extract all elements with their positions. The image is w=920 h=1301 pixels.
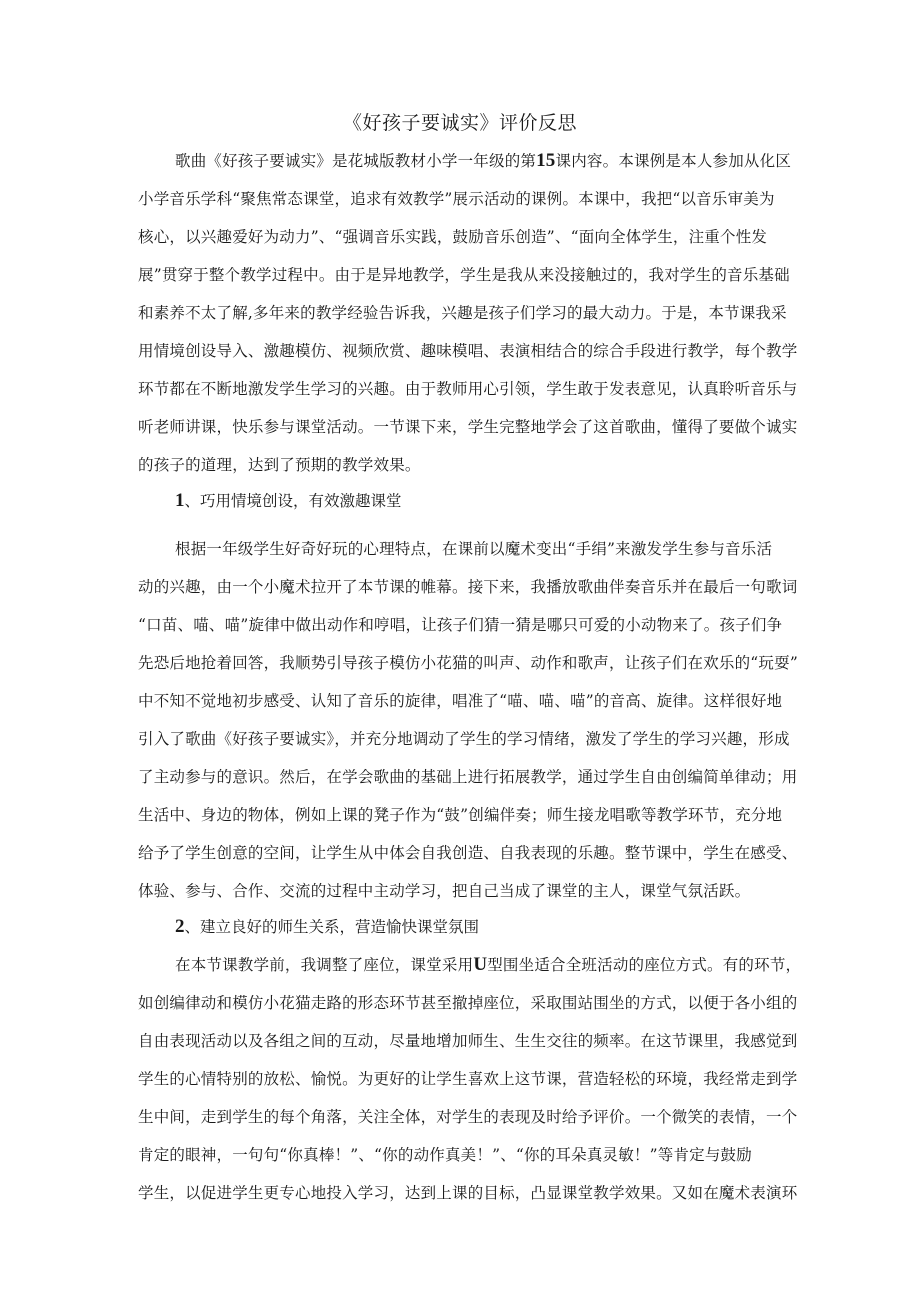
paragraph-line: 学生的心情特别的放松、愉悦。为更好的让学生喜欢上这节课，营造轻松的环境，我经常走到学 bbox=[138, 1070, 798, 1088]
section-number: 2 bbox=[175, 916, 185, 937]
intro-text-a: 歌曲《好孩子要诚实》是花城版教材小学一年级的第 bbox=[175, 152, 537, 170]
paragraph-line: “口苗、喵、喵”旋律中做出动作和哼唱，让孩子们猜一猜是哪只可爱的小动物来了。孩子们争 bbox=[138, 616, 783, 634]
paragraph-line: 引入了歌曲《好孩子要诚实》，并充分地调动了学生的学习情绪，激发了学生的学习兴趣，形成 bbox=[138, 730, 790, 748]
paragraph-line: 根据一年级学生好奇好玩的心理特点，在课前以魔术变出“手绢”来激发学生参与音乐活 bbox=[175, 540, 773, 558]
paragraph-line: 动的兴趣，由一个小魔术拉开了本节课的帷幕。接下来，我播放歌曲伴奏音乐并在最后一句歌词 bbox=[138, 578, 798, 596]
paragraph-line: 生中间，走到学生的每个角落，关注全体，对学生的表现及时给予评价。一个微笑的表情，一个 bbox=[138, 1108, 798, 1126]
section-heading-2 bbox=[175, 916, 479, 938]
paragraph-line: 先恐后地抢着回答，我顺势引导孩子模仿小花猫的叫声、动作和歌声，让孩子们在欢乐的“玩耍” bbox=[138, 654, 798, 672]
paragraph-line: 小学音乐学科“聚焦常态课堂，追求有效教学”展示活动的课例。本课中，我把“以音乐审美为 bbox=[138, 190, 775, 208]
paragraph-line: 学生，以促进学生更专心地投入学习，达到上课的目标，凸显课堂教学效果。又如在魔术表演环 bbox=[138, 1184, 798, 1202]
paragraph-line: 听老师讲课，快乐参与课堂活动。一节课下来，学生完整地学会了这首歌曲，懂得了要做个诚实 bbox=[138, 418, 798, 436]
paragraph-line: 给予了学生创意的空间，让学生从中体会自我创造、自我表现的乐趣。整节课中，学生在感受、 bbox=[138, 844, 798, 862]
paragraph-line bbox=[175, 954, 801, 976]
section2-text-b: 型围坐适合全班活动的座位方式。有的环节， bbox=[487, 956, 802, 974]
paragraph-line: 生活中、身边的物体，例如上课的凳子作为“鼓”创编伴奏；师生接龙唱歌等教学环节，充分地 bbox=[138, 806, 783, 824]
paragraph-line: 中不知不觉地初步感受、认知了音乐的旋律，唱准了“喵、喵、喵”的音高、旋律。这样很好地 bbox=[138, 692, 783, 710]
paragraph-line: 如创编律动和模仿小花猫走路的形态环节甚至撤掉座位，采取围站围坐的方式，以便于各小组的 bbox=[138, 994, 798, 1012]
paragraph-line: 的孩子的道理，达到了预期的教学效果。 bbox=[138, 456, 421, 474]
paragraph-line: 体验、参与、合作、交流的过程中主动学习，把自己当成了课堂的主人，课堂气氛活跃。 bbox=[138, 882, 751, 900]
lesson-number: 15 bbox=[536, 150, 556, 171]
document-title: 《好孩子要诚实》评价反思 bbox=[342, 112, 577, 134]
paragraph-line: 自由表现活动以及各组之间的互动，尽量地增加师生、生生交往的频率。在这节课里，我感觉到 bbox=[138, 1032, 798, 1050]
paragraph-line: 核心，以兴趣爱好为动力”、“强调音乐实践，鼓励音乐创造”、“面向全体学生，注重个性发 bbox=[138, 228, 768, 246]
section-heading-1 bbox=[175, 490, 402, 512]
section-heading-text: 、建立良好的师生关系，营造愉快课堂氛围 bbox=[184, 918, 480, 936]
intro-text-b: 课内容。本课例是本人参加从化区 bbox=[555, 152, 792, 170]
paragraph-line: 展”贯穿于整个教学过程中。由于是异地教学，学生是我从来没接触过的，我对学生的音乐基础 bbox=[138, 266, 790, 284]
paragraph-line: 肯定的眼神，一句句“你真棒！”、“你的动作真美！”、“你的耳朵真灵敏！”等肯定与鼓励 bbox=[138, 1146, 752, 1164]
section-number: 1 bbox=[175, 490, 185, 511]
u-letter: U bbox=[473, 954, 488, 975]
paragraph-line: 用情境创设导入、激趣模仿、视频欣赏、趣味模唱、表演相结合的综合手段进行教学，每个教学 bbox=[138, 342, 798, 360]
paragraph-line: 了主动参与的意识。然后，在学会歌曲的基础上进行拓展教学，通过学生自由创编简单律动；用 bbox=[138, 768, 798, 786]
section-heading-text: 、巧用情境创设，有效激趣课堂 bbox=[184, 492, 402, 510]
paragraph-line bbox=[175, 150, 791, 172]
paragraph-line: 环节都在不断地激发学生学习的兴趣。由于教师用心引领，学生敢于发表意见，认真聆听音乐与 bbox=[138, 380, 798, 398]
paragraph-line: 和素养不太了解,多年来的教学经验告诉我，兴趣是孩子们学习的最大动力。于是，本节课我采 bbox=[138, 304, 787, 322]
section2-text-a: 在本节课教学前，我调整了座位，课堂采用 bbox=[175, 956, 474, 974]
